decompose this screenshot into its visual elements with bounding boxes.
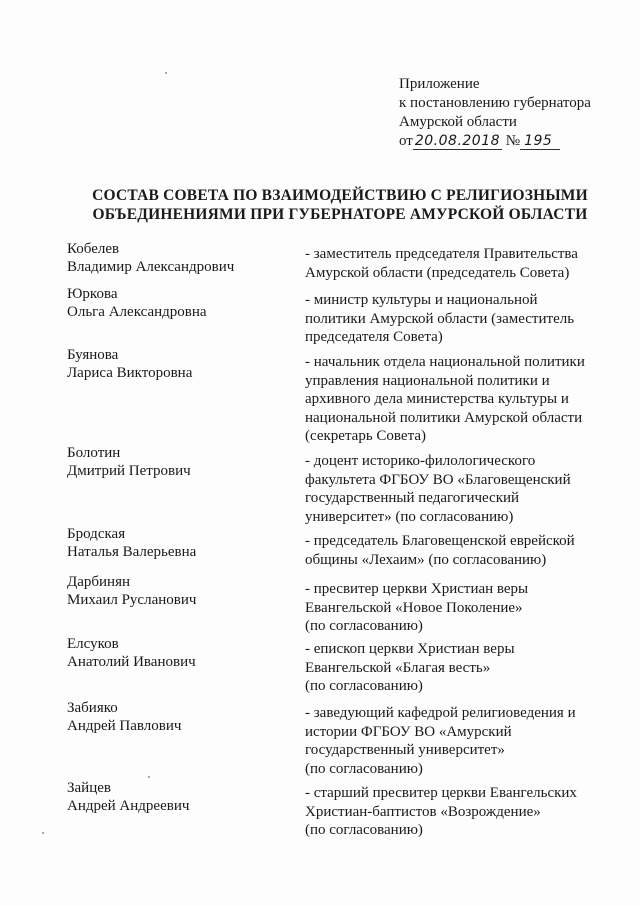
scan-speck [148,776,150,778]
appendix-line-1: Приложение [399,76,480,92]
member-name [67,635,287,671]
role-line: университет» (по согласованию) [305,508,514,525]
role-line: (по согласованию) [305,678,423,694]
member-given-names: Анатолий Иванович [67,654,196,670]
role-line: председателя Совета) [305,329,443,345]
role-line: управления национальной политики и [305,372,550,389]
number-prefix: № [505,133,521,149]
member-role [305,532,605,569]
member-name [67,444,287,480]
role-line: - заведующий кафедрой религиоведения и [305,705,576,721]
member-role [305,353,605,446]
role-line: - епископ церкви Христиан веры [305,641,515,657]
role-line: архивного дела министерства культуры и [305,391,569,407]
role-line: государственный педагогический [305,490,520,506]
role-line: национальной политики Амурской области [305,409,583,426]
member-surname: Зайцев [67,780,111,796]
role-line: Евангельской «Благая весть» [305,659,491,676]
appendix-header [399,75,619,151]
appendix-line-3: Амурской области [399,114,517,130]
role-line: - доцент историко-филологического [305,453,536,469]
member-given-names: Наталья Валерьевна [67,544,197,560]
member-role [305,245,605,282]
role-line: - старший пресвитер церкви Евангельских [305,785,577,801]
role-line: (секретарь Совета) [305,428,426,444]
member-role [305,784,605,840]
role-line: политики Амурской области (заместитель [305,310,575,327]
role-line: - министр культуры и национальной [305,292,538,308]
member-role [305,452,605,526]
role-line: общины «Лехаим» (по согласованию) [305,551,547,568]
role-line: Амурской области (председатель Совета) [305,264,570,281]
member-given-names: Андрей Андреевич [67,798,190,814]
member-role [305,291,605,347]
scan-speck [42,832,44,834]
role-line: (по согласованию) [305,618,423,634]
member-given-names: Владимир Александрович [67,259,235,275]
member-role [305,640,605,696]
member-surname: Болотин [67,445,121,461]
member-given-names: Лариса Викторовна [67,365,193,381]
member-name [67,779,287,815]
role-line: - начальник отдела национальной политики [305,354,585,370]
member-surname: Юркова [67,286,118,302]
appendix-line-2: к постановлению губернатора [399,95,591,111]
member-given-names: Михаил Русланович [67,592,197,608]
document-title [80,186,600,224]
member-name [67,240,287,276]
handwritten-number: 195 [520,133,560,150]
title-line-2: ОБЪЕДИНЕНИЯМИ ПРИ ГУБЕРНАТОРЕ АМУРСКОЙ ОБЛАСТИ [92,206,588,223]
role-line: (по согласованию) [305,822,423,838]
role-line: истории ФГБОУ ВО «Амурский [305,723,512,740]
member-given-names: Дмитрий Петрович [67,463,191,479]
role-line: государственный университет» [305,742,505,758]
scan-speck [165,72,167,74]
role-line: (по согласованию) [305,760,423,777]
role-line: - председатель Благовещенской еврейской [305,533,575,549]
member-name [67,525,287,561]
member-name [67,285,287,321]
member-surname: Кобелев [67,241,120,257]
handwritten-date: 20.08.2018 [414,133,501,149]
role-line: - заместитель председателя Правительства [305,246,578,262]
appendix-date-line [399,132,619,151]
member-name [67,699,287,735]
member-name [67,573,287,609]
member-surname: Елсуков [67,636,119,652]
member-surname: Дарбинян [67,574,131,590]
role-line: Христиан-баптистов «Возрождение» [305,803,541,820]
role-line: Евангельской «Новое Поколение» [305,599,523,616]
member-given-names: Ольга Александровна [67,304,207,320]
title-line-1: СОСТАВ СОВЕТА ПО ВЗАИМОДЕЙСТВИЮ С РЕЛИГИОЗНЫМИ [92,187,588,204]
role-line: - пресвитер церкви Христиан веры [305,581,529,597]
member-surname: Буянова [67,347,119,363]
member-role [305,704,605,778]
member-name [67,346,287,382]
member-surname: Забияко [67,700,118,716]
date-prefix: от [399,133,413,149]
member-given-names: Андрей Павлович [67,718,182,734]
member-surname: Бродская [67,526,126,542]
role-line: факультета ФГБОУ ВО «Благовещенский [305,471,571,488]
member-role [305,580,605,636]
